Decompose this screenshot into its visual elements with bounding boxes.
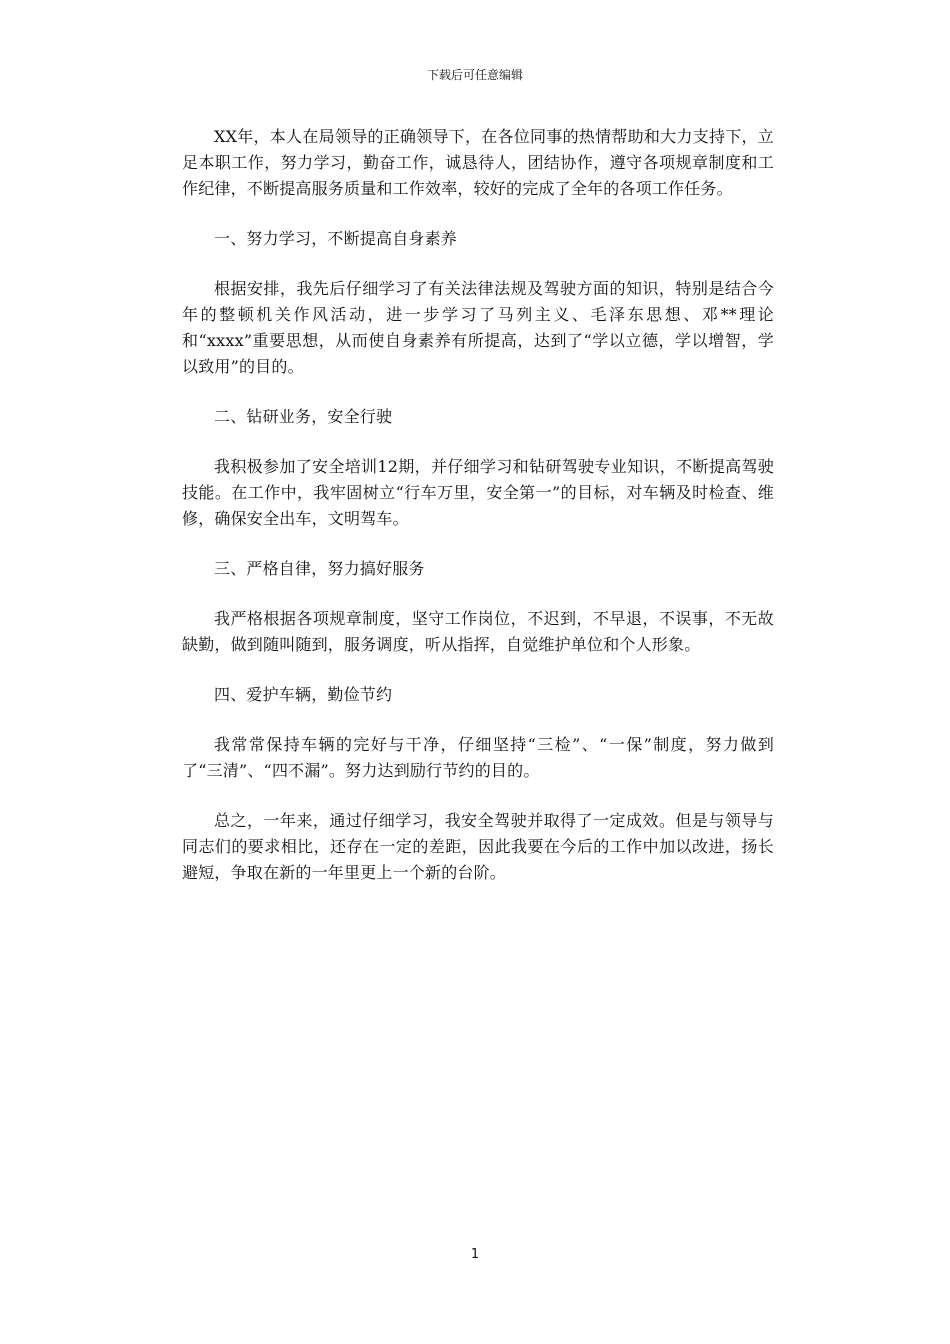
page-number: 1: [470, 1247, 480, 1262]
section-heading-3: 三、严格自律，努力搞好服务: [214, 559, 425, 578]
section-heading-1: 一、努力学习，不断提高自身素养: [214, 229, 458, 248]
section-heading-2: 二、钻研业务，安全行驶: [214, 407, 393, 426]
section-heading-4: 四、爱护车辆，勤俭节约: [214, 685, 393, 704]
intro-paragraph: XX年，本人在局领导的正确领导下，在各位同事的热情帮助和大力支持下，立足本职工作，努力学习，勤奋工作，诚恳待人，团结协作，遵守各项规章制度和工作纪律，不断提高服务质量和工作效率，较好的完成了全年的各项工作任务。: [182, 127, 774, 198]
section-body-1: 根据安排，我先后仔细学习了有关法律法规及驾驶方面的知识，特别是结合今年的整顿机关作风活动，进一步学习了马列主义、毛泽东思想、邓**理论和“xxxx”重要思想，从而使自身素养有所提高，达到了“学以立德，学以增智，学以致用”的目的。: [182, 279, 774, 376]
section-body-3: 我严格根据各项规章制度，坚守工作岗位，不迟到，不早退，不误事，不无故缺勤，做到随叫随到，服务调度，听从指挥，自觉维护单位和个人形象。: [182, 609, 774, 654]
section-body-4: 我常常保持车辆的完好与干净，仔细坚持“三检”、“一保”制度，努力做到了“三清”、“四不漏”。努力达到励行节约的目的。: [182, 735, 774, 780]
document-body: [182, 124, 774, 910]
conclusion-paragraph: 总之，一年来，通过仔细学习，我安全驾驶并取得了一定成效。但是与领导与同志们的要求相比，还存在一定的差距，因此我要在今后的工作中加以改进，扬长避短，争取在新的一年里更上一个新的台阶。: [182, 811, 774, 882]
page-header: 下载后可任意编辑: [426, 68, 523, 82]
section-body-2: 我积极参加了安全培训12期，并仔细学习和钻研驾驶专业知识，不断提高驾驶技能。在工作中，我牢固树立“行车万里，安全第一”的目标，对车辆及时检查、维修，确保安全出车，文明驾车。: [182, 457, 774, 528]
